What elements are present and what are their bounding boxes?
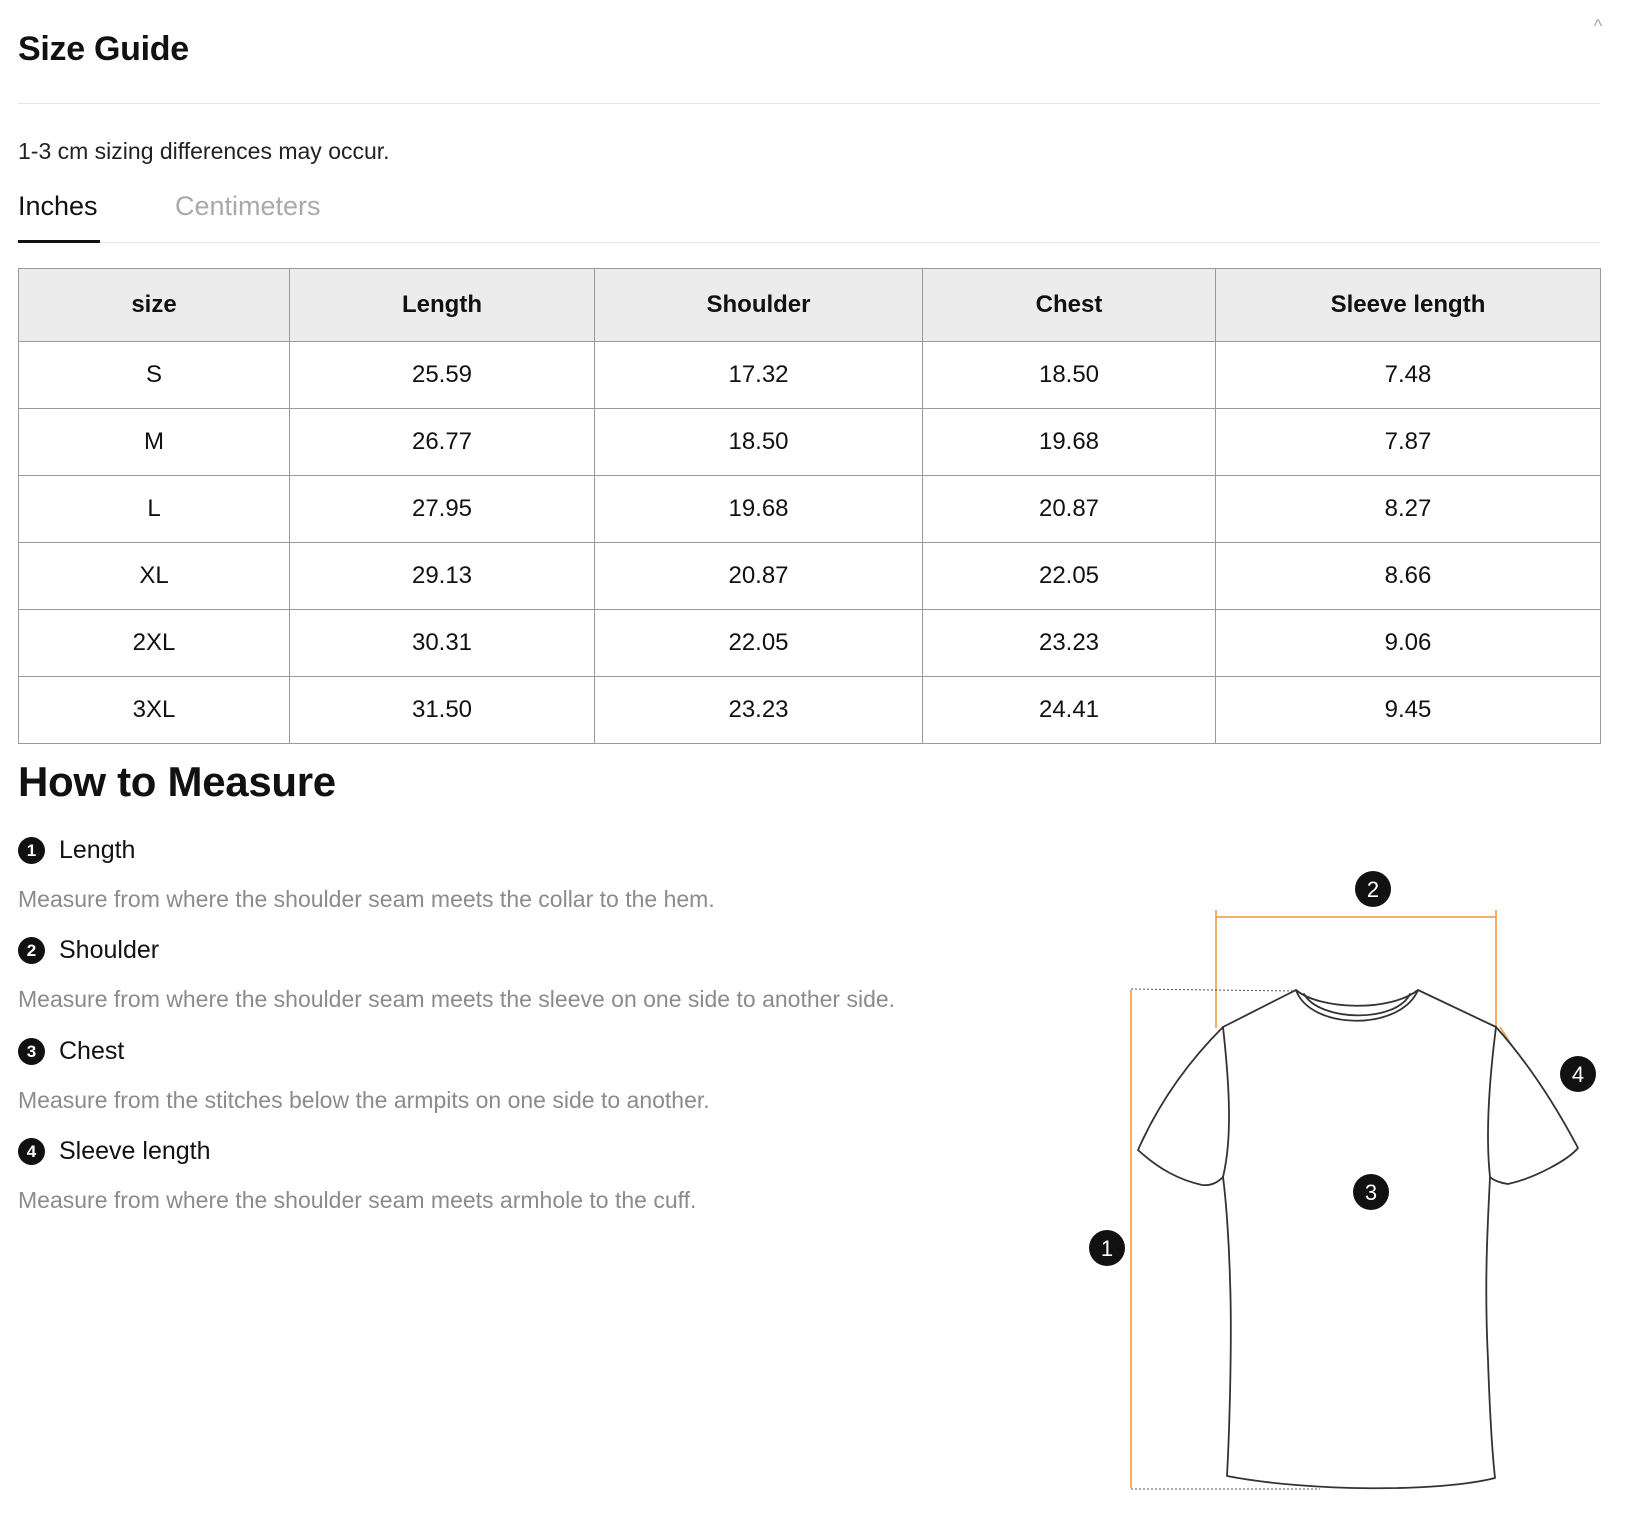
header-length: Length [290,269,595,342]
step-label: Length [59,836,136,864]
step-chest [18,1037,124,1066]
cell-chest: 19.68 [923,409,1216,476]
tab-inches[interactable]: Inches [18,190,100,243]
header-sleeve-length: Sleeve length [1216,269,1601,342]
cell-sleeve-length: 9.06 [1216,610,1601,677]
cell-size: L [19,476,290,543]
cell-size: XL [19,543,290,610]
sizing-note: 1-3 cm sizing differences may occur. [18,138,390,164]
step-length [18,836,135,865]
number-3-icon: 3 [18,1038,45,1065]
cell-sleeve-length: 9.45 [1216,677,1601,744]
cell-length: 25.59 [290,342,595,409]
cell-size: M [19,409,290,476]
cell-size: 3XL [19,677,290,744]
cell-shoulder: 20.87 [595,543,923,610]
cell-chest: 20.87 [923,476,1216,543]
cell-chest: 22.05 [923,543,1216,610]
header-divider [18,103,1600,104]
table-row [19,409,1601,476]
table-row [19,610,1601,677]
cell-length: 27.95 [290,476,595,543]
marker-3-label: 3 [1364,1180,1378,1205]
step-description: Measure from where the shoulder seam meets the collar to the hem. [18,886,715,912]
size-table [18,268,1601,744]
table-row [19,543,1601,610]
header-chest: Chest [923,269,1216,342]
header-size: size [19,269,290,342]
tab-centimeters[interactable]: Centimeters [175,191,321,221]
how-to-measure-title: How to Measure [18,758,336,805]
table-row [19,476,1601,543]
cell-shoulder: 18.50 [595,409,923,476]
cell-size: S [19,342,290,409]
table-header-row [19,269,1601,342]
step-sleeve-length [18,1137,211,1166]
step-shoulder [18,936,159,965]
marker-4 [1560,1056,1596,1092]
cell-chest: 18.50 [923,342,1216,409]
step-description: Measure from where the shoulder seam meets the sleeve on one side to another side. [18,986,896,1012]
cell-length: 29.13 [290,543,595,610]
marker-2-label: 2 [1366,877,1380,902]
cell-length: 30.31 [290,610,595,677]
tshirt-measurement-icon [1060,860,1600,1500]
marker-1 [1089,1230,1125,1266]
tshirt-outline [1138,990,1578,1488]
cell-sleeve-length: 8.27 [1216,476,1601,543]
cell-shoulder: 22.05 [595,610,923,677]
unit-tabs [18,190,1600,243]
cell-shoulder: 17.32 [595,342,923,409]
close-icon[interactable]: ^ [1593,16,1603,36]
cell-sleeve-length: 7.48 [1216,342,1601,409]
marker-2 [1355,871,1391,907]
marker-1-label: 1 [1100,1236,1114,1261]
number-4-icon: 4 [18,1138,45,1165]
header-shoulder: Shoulder [595,269,923,342]
number-2-icon: 2 [18,937,45,964]
cell-sleeve-length: 8.66 [1216,543,1601,610]
step-label: Shoulder [59,936,160,964]
table-row [19,677,1601,744]
step-label: Sleeve length [59,1137,211,1165]
number-1-icon: 1 [18,837,45,864]
length-guide-top [1131,989,1295,991]
cell-chest: 24.41 [923,677,1216,744]
cell-shoulder: 19.68 [595,476,923,543]
cell-chest: 23.23 [923,610,1216,677]
page-title: Size Guide [18,30,189,68]
step-label: Chest [59,1037,125,1065]
cell-size: 2XL [19,610,290,677]
step-description: Measure from where the shoulder seam meets armhole to the cuff. [18,1187,697,1213]
cell-length: 31.50 [290,677,595,744]
step-description: Measure from the stitches below the armpits on one side to another. [18,1087,710,1113]
cell-length: 26.77 [290,409,595,476]
marker-4-label: 4 [1571,1062,1585,1087]
cell-shoulder: 23.23 [595,677,923,744]
tshirt-body [1138,990,1578,1488]
marker-3 [1353,1174,1389,1210]
cell-sleeve-length: 7.87 [1216,409,1601,476]
table-row [19,342,1601,409]
